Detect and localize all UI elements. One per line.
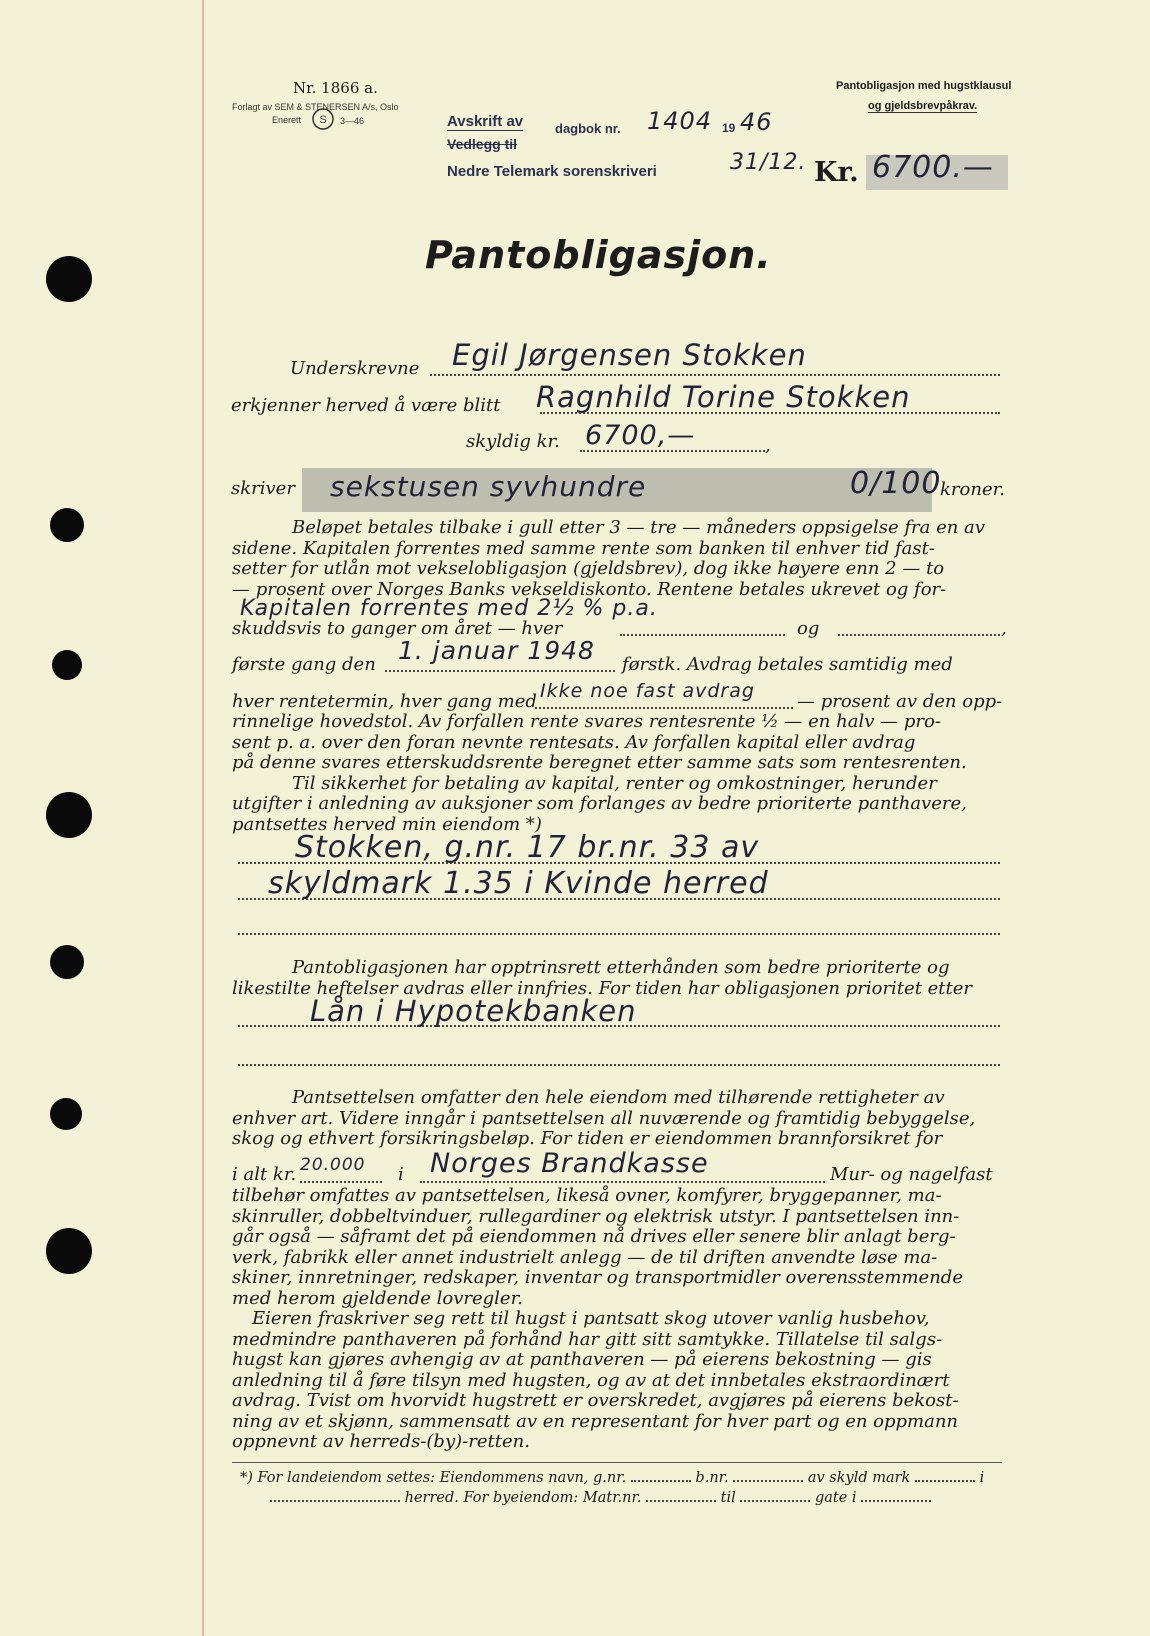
paragraph-line: tilbehør omfattes av pantsettelsen, likeså ovner, komfyrer, bryggepanner, ma- xyxy=(232,1185,942,1206)
punch-hole xyxy=(46,256,92,302)
paragraph-line: rinnelige hovedstol. Av forfallen rente svares rentesrente ½ — en halv — pro- xyxy=(232,711,941,732)
publisher-enerett: Enerett xyxy=(272,115,302,125)
first-payment-date: 1. januar 1948 xyxy=(398,636,595,665)
owed-suffix: , xyxy=(765,435,771,456)
punch-hole xyxy=(50,508,84,542)
document-title: Pantobligasjon. xyxy=(425,233,772,277)
terms-line-5b: og xyxy=(797,618,820,639)
punch-hole xyxy=(46,1228,92,1274)
stamp-kr-label: Kr. xyxy=(814,157,859,188)
terms-line-7a: hver rentetermin, hver gang med xyxy=(232,691,537,712)
terms-dotline xyxy=(838,634,1000,636)
paragraph-line: hugst kan gjøres avhengig av at panthaveren — på eierens bekostning — gis xyxy=(232,1349,932,1370)
terms-dotline xyxy=(385,670,615,672)
paragraph-line: verk, fabrikk eller annet industrielt anlegg — de til driften anvendte løse ma- xyxy=(232,1246,938,1268)
undersigned-value: Egil Jørgensen Stokken xyxy=(452,338,807,372)
footnote-text: i xyxy=(979,1470,985,1486)
paragraph-line: Pantobligasjonen har opptrinsrett etterhånden som bedre prioriterte og xyxy=(292,957,950,978)
priority-value: Lån i Hypotekbanken xyxy=(310,994,637,1028)
property-line-1: Stokken, g.nr. 17 br.nr. 33 av xyxy=(295,830,760,865)
punch-hole xyxy=(50,945,84,979)
paragraph-line: sent p. a. over den foran nevnte rentesats. Av forfallen kapital eller avdrag xyxy=(232,731,916,753)
priority-dotline xyxy=(238,1064,1000,1066)
footnote-text: gate i xyxy=(814,1490,857,1506)
terms-line-6b: førstk. Avdrag betales samtidig med xyxy=(622,654,953,675)
terms-line-7b: — prosent av den opp- xyxy=(797,691,1003,712)
punch-hole xyxy=(52,650,82,680)
terms-line-5c: , xyxy=(1001,618,1007,639)
punch-hole xyxy=(50,1098,82,1130)
paragraph-line: enhver art. Videre inngår i pantsettelsen all nuværende og framtidig bebyggelse, xyxy=(232,1107,976,1129)
paragraph-2 xyxy=(232,958,972,999)
paragraph-line: Beløpet betales tilbake i gull etter 3 — tre — måneders oppsigelse fra en av xyxy=(292,517,985,538)
insurance-amount: 20.000 xyxy=(300,1155,366,1175)
paragraph-line: skiner, innretninger, redskaper, inventar og transportmidler overensstemmende xyxy=(232,1267,963,1288)
paragraph-line: Pantsettelsen omfatter den hele eiendom med tilhørende rettigheter av xyxy=(292,1087,945,1108)
paragraph-3-rest xyxy=(232,1186,963,1453)
paragraph-line: pantsettes herved min eiendom *) xyxy=(232,813,542,835)
terms-line-6a: første gang den xyxy=(232,654,376,675)
undersigned-label: Underskrevne xyxy=(290,358,420,379)
paragraph-line: Eieren fraskriver seg rett til hugst i pantsatt skog utover vanlig husbehov, xyxy=(252,1308,930,1329)
paragraph-line: — prosent over Norges Banks vekseldiskonto. Rentene betales ukrevet og for- xyxy=(232,578,947,600)
paragraph-line: ning av et skjønn, sammensatt av en representant for hver part og en oppmann xyxy=(232,1410,959,1432)
punch-hole xyxy=(46,792,92,838)
footnote-text: herred. For byeiendom: Matr.nr. xyxy=(404,1490,642,1506)
property-line-2: skyldmark 1.35 i Kvinde herred xyxy=(268,866,769,901)
stamp-vedlegg: Vedlegg til xyxy=(447,136,518,152)
writes-label: skriver xyxy=(231,478,295,499)
stamp-date: 31/12. xyxy=(730,150,807,175)
margin-rule xyxy=(202,0,204,1636)
paragraph-line: anledning til å føre tilsyn med hugsten, og av at det innbetales ekstraordinært xyxy=(232,1369,950,1391)
form-number: Nr. 1866 a. xyxy=(293,79,378,97)
paragraph-line: med herom gjeldende lovregler. xyxy=(232,1287,523,1309)
stamp-avskrift: Avskrift av xyxy=(447,113,524,130)
footnote-line-2 xyxy=(270,1490,931,1506)
insurance-dotline xyxy=(300,1181,382,1183)
writes-fraction: 0/100 xyxy=(850,466,942,501)
paragraph-line: sidene. Kapitalen forrentes med samme rente som banken til enhver tid fast- xyxy=(232,537,935,559)
paragraph-line: medmindre panthaveren på forhånd har gitt sitt samtykke. Tillatelse til salgs- xyxy=(232,1328,943,1350)
property-dotline xyxy=(238,933,1000,935)
stamp-year: 46 xyxy=(740,108,773,136)
stamp-dagbok-number: 1404 xyxy=(647,107,713,135)
insurance-company: Norges Brandkasse xyxy=(430,1148,709,1179)
footnote-line-1 xyxy=(240,1470,984,1486)
terms-dotline xyxy=(535,707,793,709)
paragraph-line: skinruller, dobbeltvinduer, rullegardiner og elektrisk utstyr. I pantsettelsen inn- xyxy=(232,1205,960,1227)
stamp-amount: 6700.— xyxy=(872,150,994,185)
owed-value: 6700,— xyxy=(585,420,696,451)
paragraph-line: likestilte heftelser avdras eller innfries. For tiden har obligasjonen prioritet etter xyxy=(232,977,973,999)
paragraph-1 xyxy=(232,518,985,600)
footnote-text: til xyxy=(720,1490,736,1506)
paragraph-line: Til sikkerhet for betaling av kapital, renter og omkostninger, herunder xyxy=(292,772,937,794)
publisher-code: 3—46 xyxy=(340,116,365,126)
terms-line-5a: skuddsvis to ganger om året — hver xyxy=(232,618,563,639)
paragraph-line: skog og ethvert forsikringsbeløp. For tiden er eiendommen brannforsikret for xyxy=(232,1128,943,1149)
owed-label: skyldig kr. xyxy=(466,431,560,452)
footnote-text: *) For landeiendom settes: Eiendommens navn, g.nr. xyxy=(240,1470,627,1486)
publisher-line: Forlagt av SEM & STENERSEN A/s, Oslo xyxy=(232,102,399,112)
paragraph-3 xyxy=(232,1088,975,1150)
svg-text:S: S xyxy=(319,114,327,126)
paragraph-line: på denne svares etterskuddsrente beregnet etter samme sats som rentesrenten. xyxy=(232,752,967,773)
paragraph-line: oppnevnt av herreds-(by)-retten. xyxy=(232,1431,530,1452)
form-type-line2: og gjeldsbrevpåkrav. xyxy=(868,100,978,112)
footnote-text: b.nr. xyxy=(695,1470,729,1486)
installment-value: Ikke noe fast avdrag xyxy=(540,680,755,702)
creditor-label: erkjenner herved å være blitt xyxy=(231,395,501,416)
insurance-dotline xyxy=(420,1181,825,1183)
paragraph-1-rest xyxy=(232,712,967,835)
insurance-label-a: i alt kr. xyxy=(232,1164,297,1185)
undersigned-dotline xyxy=(430,374,1000,376)
paragraph-line: går også — såframt det på eiendommen nå drives eller senere blir anlagt berg- xyxy=(232,1226,956,1247)
paragraph-line: setter for utlån mot vekselobligasjon (gjeldsbrev), dog ikke høyere enn 2 — to xyxy=(232,558,945,579)
stamp-court: Nedre Telemark sorenskriveri xyxy=(447,163,657,180)
paragraph-line: utgifter i anledning av auksjoner som forlanges av bedre prioriterte panthavere, xyxy=(232,793,967,814)
form-type-line1: Pantobligasjon med hugstklausul xyxy=(836,80,1012,92)
insurance-label-c: Mur- og nagelfast xyxy=(830,1164,993,1185)
writes-value: sekstusen syvhundre xyxy=(330,470,647,503)
footnote-text: av skyld mark xyxy=(807,1470,911,1486)
stamp-year-prefix: 19 xyxy=(722,121,736,135)
paragraph-line: avdrag. Tvist om hvorvidt hugstrett er overskredet, avgjøres på eierens bekost- xyxy=(232,1390,959,1411)
writes-suffix: kroner. xyxy=(940,479,1005,500)
creditor-value: Ragnhild Torine Stokken xyxy=(536,380,911,414)
stamp-dagbok: dagbok nr. xyxy=(555,121,621,136)
insurance-label-b: i xyxy=(398,1164,404,1185)
terms-dotline xyxy=(620,634,785,636)
interest-note: Kapitalen forrentes med 2½ % p.a. xyxy=(240,596,658,621)
footnote-rule xyxy=(232,1462,1002,1463)
publisher-logo xyxy=(312,108,334,130)
